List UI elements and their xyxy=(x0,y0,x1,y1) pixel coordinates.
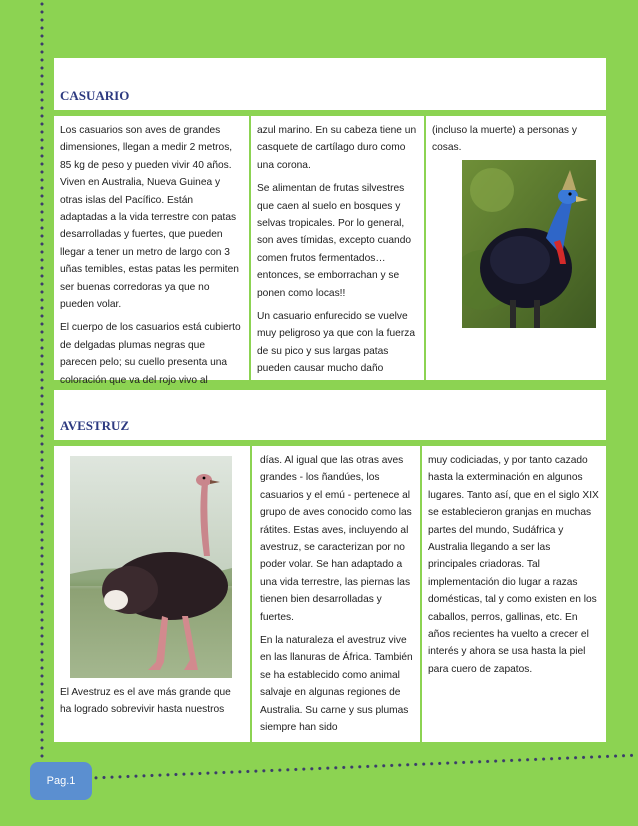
casuario-paragraph: Un casuario enfurecido se vuelve muy peligroso ya que con la fuerza de su pico y sus largas patas pueden causar mucho daño xyxy=(257,311,415,375)
ostrich-photo xyxy=(70,456,232,678)
casuario-paragraph: azul marino. En su cabeza tiene un casquete de cartílago duro como una corona. xyxy=(257,125,417,171)
avestruz-paragraph: días. Al igual que las otras aves grandes - los ñandúes, los casuarios y el emú - pertenece al grupo de aves conocido como las rátites. Estas aves, incluyendo al avestruz, se caracterizan por no poder volar. Se han adaptado a una vida terrestre, las piernas las tienen bien desarrolladas y fuertes. xyxy=(260,455,412,623)
cassowary-photo xyxy=(462,160,596,328)
decorative-dotted-line-vertical xyxy=(40,0,44,780)
avestruz-paragraph: En la naturaleza el avestruz vive en las llanuras de África. También se ha establecido como animal salvaje en algunas regiones de Australia. Su carne y sus plumas siempre han sido xyxy=(260,635,413,734)
avestruz-text-box xyxy=(54,446,606,742)
casuario-column-2 xyxy=(251,116,423,380)
casuario-heading: CASUARIO xyxy=(60,88,130,103)
avestruz-caption: El Avestruz es el ave más grande que ha logrado sobrevivir hasta nuestros xyxy=(60,687,231,716)
avestruz-paragraph: muy codiciadas, y por tanto cazado hasta la exterminación en algunos lugares. Tanto así, que en el siglo XIX se establecieron granjas en muchas partes del mundo, Sudáfrica y Australia llegando a ser las principales criadoras. Tal implementación dio lugar a razas domésticas, tal y como existen en los caballos, perros, gallinas, etc. En años recientes ha vuelto a crecer el interés y ahora se usa hasta la piel para cuero de zapatos. xyxy=(428,455,599,675)
avestruz-column-3 xyxy=(422,446,606,742)
decorative-dotted-line-horizontal xyxy=(92,753,638,780)
avestruz-column-1 xyxy=(54,678,250,742)
casuario-paragraph: El cuerpo de los casuarios está cubierto de delgadas plumas negras que parecen pelo; su cuello presenta una coloración que va del rojo vivo al xyxy=(60,322,241,386)
casuario-title-bar xyxy=(54,58,606,110)
avestruz-column-2 xyxy=(252,446,420,742)
casuario-text-box xyxy=(54,116,606,386)
avestruz-heading: AVESTRUZ xyxy=(60,418,130,433)
avestruz-title-bar xyxy=(54,390,606,440)
page-number-label: Pag.1 xyxy=(30,762,92,800)
casuario-paragraph: Los casuarios son aves de grandes dimensiones, llegan a medir 2 metros, 85 kg de peso y pueden vivir 40 años. Viven en Australia, Nueva Guinea y otras islas del Pacífico. Están adaptadas a la vida terrestre con patas desarrolladas y fuertes, que pueden llegar a tener un metro de largo con 3 uñas temibles, estas patas les permiten ser buenas corredoras ya que no pueden volar. xyxy=(60,125,239,311)
casuario-column-1 xyxy=(54,116,248,386)
casuario-paragraph: Se alimentan de frutas silvestres que caen al suelo en bosques y selvas tropicales. Por lo general, son aves tímidas, excepto cuando comen frutos fermentados… entonces, se emborrachan y se ponen como locas!! xyxy=(257,183,412,299)
casuario-paragraph: (incluso la muerte) a personas y cosas. xyxy=(432,125,577,154)
